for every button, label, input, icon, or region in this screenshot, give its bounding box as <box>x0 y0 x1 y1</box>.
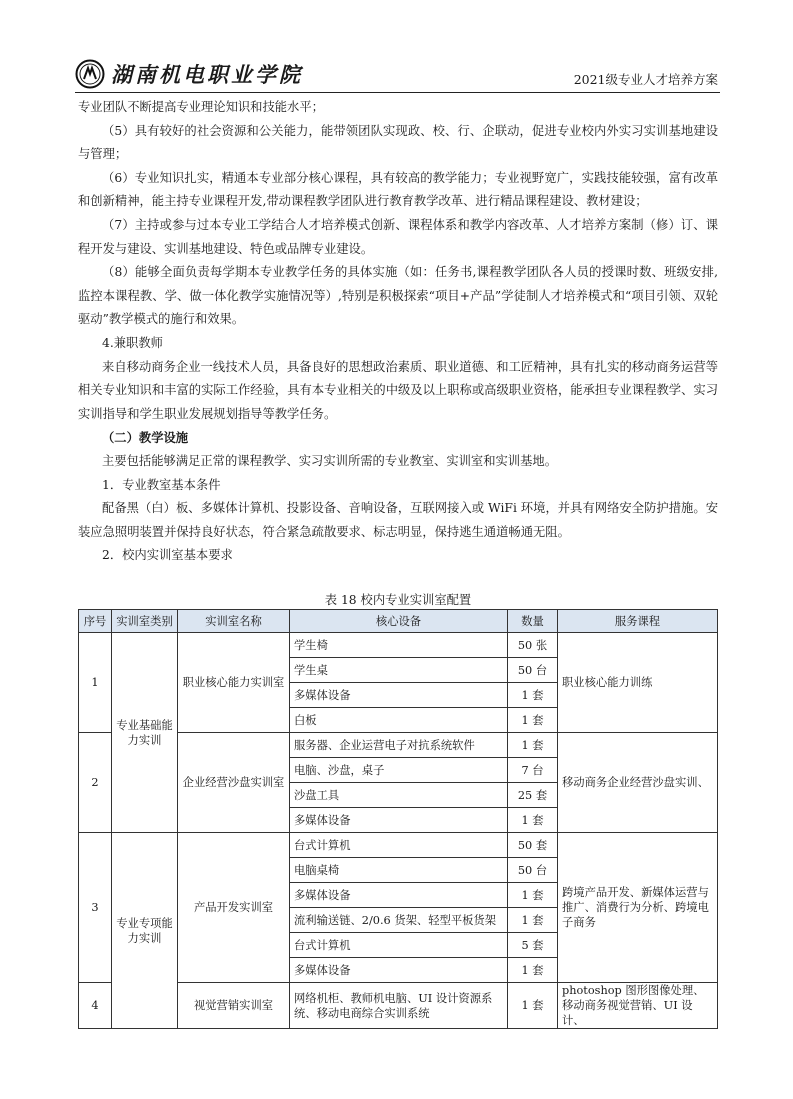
room-category: 专业专项能力实训 <box>112 833 178 1029</box>
quantity-cell: 7 台 <box>508 758 558 783</box>
header-no: 序号 <box>79 610 112 633</box>
equipment-cell: 多媒体设备 <box>290 683 508 708</box>
quantity-cell: 50 套 <box>508 833 558 858</box>
subsection-heading: 4.兼职教师 <box>102 335 163 350</box>
quantity-cell: 25 套 <box>508 783 558 808</box>
quantity-cell: 1 套 <box>508 808 558 833</box>
quantity-cell: 1 套 <box>508 983 558 1029</box>
row-no: 1 <box>79 633 112 733</box>
course-cell: 跨境产品开发、新媒体运营与推广、消费行为分析、跨境电子商务 <box>558 833 718 983</box>
header-course: 服务课程 <box>558 610 718 633</box>
quantity-cell: 50 台 <box>508 858 558 883</box>
paragraph: 主要包括能够满足正常的课程教学、实习实训所需的专业教室、实训室和实训基地。 <box>102 453 557 468</box>
quantity-cell: 1 套 <box>508 733 558 758</box>
row-no: 4 <box>79 983 112 1029</box>
equipment-cell: 台式计算机 <box>290 933 508 958</box>
equipment-cell: 多媒体设备 <box>290 883 508 908</box>
equipment-cell: 台式计算机 <box>290 833 508 858</box>
table-header-row <box>79 610 718 633</box>
quantity-cell: 50 张 <box>508 633 558 658</box>
paragraph: （8）能够全面负责每学期本专业教学任务的具体实施（如：任务书,课程教学团队各人员的授课时数、班级安排,监控本课程教、学、做一体化教学实施情况等）,特别是积极探索“项目+产品”学徒制人才培养模式和“项目引领、双轮驱动”教学模式的施行和效果。 <box>78 265 718 327</box>
paragraph: 来自移动商务企业一线技术人员，具备良好的思想政治素质、职业道德、和工匠精神，具有扎实的移动商务运营等相关专业知识和丰富的实际工作经验，具有本专业相关的中级及以上职称或高级职业资格，能承担专业课程教学、实习实训指导和学生职业发展规划指导等教学任务。 <box>78 359 718 421</box>
room-name: 产品开发实训室 <box>178 833 290 983</box>
room-category: 专业基础能力实训 <box>112 633 178 833</box>
table-row <box>79 633 718 658</box>
header-quantity: 数量 <box>508 610 558 633</box>
header-equipment: 核心设备 <box>290 610 508 633</box>
course-cell: 移动商务企业经营沙盘实训、 <box>558 733 718 833</box>
paragraph: （6）专业知识扎实，精通本专业部分核心课程，具有较高的教学能力；专业视野宽广，实践技能较强，富有改革和创新精神，能主持专业课程开发,带动课程教学团队进行教育教学改革、进行精品课程建设、教材建设； <box>78 170 718 209</box>
room-name: 视觉营销实训室 <box>178 983 290 1029</box>
room-name: 企业经营沙盘实训室 <box>178 733 290 833</box>
equipment-cell: 电脑、沙盘，桌子 <box>290 758 508 783</box>
row-no: 3 <box>79 833 112 983</box>
equipment-cell: 学生椅 <box>290 633 508 658</box>
quantity-cell: 1 套 <box>508 958 558 983</box>
page-header <box>75 58 720 93</box>
quantity-cell: 1 套 <box>508 683 558 708</box>
equipment-cell: 网络机柜、教师机电脑、UI 设计资源系统、移动电商综合实训系统 <box>290 983 508 1029</box>
quantity-cell: 5 套 <box>508 933 558 958</box>
table-row <box>79 833 718 858</box>
room-name: 职业核心能力实训室 <box>178 633 290 733</box>
paragraph: 专业团队不断提高专业理论知识和技能水平； <box>78 100 324 114</box>
document-title: 2021级专业人才培养方案 <box>573 72 718 87</box>
row-no: 2 <box>79 733 112 833</box>
paragraph: （7）主持或参与过本专业工学结合人才培养模式创新、课程体系和教学内容改革、人才培养方案制（修）订、课程开发与建设、实训基地建设、特色或品牌专业建设。 <box>78 217 718 256</box>
school-seal-icon <box>75 59 105 89</box>
equipment-cell: 多媒体设备 <box>290 808 508 833</box>
equipment-cell: 学生桌 <box>290 658 508 683</box>
equipment-cell: 多媒体设备 <box>290 958 508 983</box>
school-name: 湖南机电职业学院 <box>111 62 303 87</box>
course-cell: photoshop 图形图像处理、移动商务视觉营销、UI 设计、 <box>558 983 718 1029</box>
equipment-cell: 流利输送链、2/0.6 货架、轻型平板货架 <box>290 908 508 933</box>
header-category: 实训室类别 <box>112 610 178 633</box>
subsection-heading: 2．校内实训室基本要求 <box>102 548 233 563</box>
header-room-name: 实训室名称 <box>178 610 290 633</box>
equipment-cell: 白板 <box>290 708 508 733</box>
body-text <box>78 96 718 568</box>
section-heading: （二）教学设施 <box>102 430 189 446</box>
quantity-cell: 1 套 <box>508 708 558 733</box>
table-caption: 表 18 校内专业实训室配置 <box>324 593 472 607</box>
equipment-cell: 服务器、企业运营电子对抗系统软件 <box>290 733 508 758</box>
equipment-cell: 沙盘工具 <box>290 783 508 808</box>
subsection-heading: 1．专业教室基本条件 <box>102 477 221 492</box>
quantity-cell: 50 台 <box>508 658 558 683</box>
paragraph: 配备黑（白）板、多媒体计算机、投影设备、音响设备，互联网接入或 WiFi 环境，并具有网络安全防护措施。安装应急照明装置并保持良好状态，符合紧急疏散要求、标志明显，保持逃生通道畅通无阻。 <box>78 501 718 539</box>
school-logo <box>75 58 303 90</box>
paragraph: （5）具有较好的社会资源和公关能力，能带领团队实现政、校、行、企联动，促进专业校内外实习实训基地建设与管理； <box>78 123 718 162</box>
quantity-cell: 1 套 <box>508 908 558 933</box>
course-cell: 职业核心能力训练 <box>558 633 718 733</box>
quantity-cell: 1 套 <box>508 883 558 908</box>
equipment-cell: 电脑桌椅 <box>290 858 508 883</box>
training-room-table <box>78 609 718 1029</box>
